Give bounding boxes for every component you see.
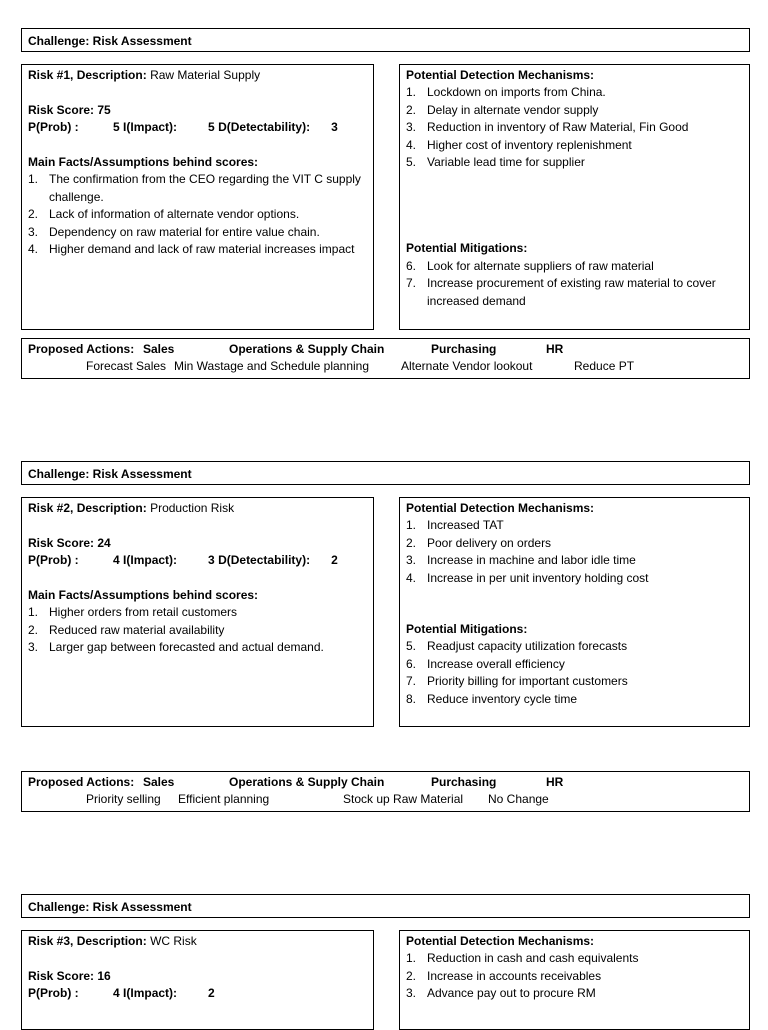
risk-score: Risk Score: 24 bbox=[28, 535, 111, 550]
action-val-sales: Forecast Sales bbox=[86, 359, 167, 374]
detection-title: Potential Detection Mechanisms: bbox=[406, 934, 595, 948]
i-value: 2 bbox=[208, 986, 215, 1001]
action-head-ops: Operations & Supply Chain bbox=[229, 775, 385, 789]
mitigation-title: Potential Mitigations: bbox=[406, 241, 528, 256]
facts-list bbox=[28, 171, 367, 258]
risk-score: Risk Score: 75 bbox=[28, 102, 111, 117]
list-item: 5. Readjust capacity utilization forecasts bbox=[406, 639, 628, 654]
list-item: 2. Poor delivery on orders bbox=[406, 535, 552, 550]
risk-description: WC Risk bbox=[150, 934, 197, 948]
d-value: 2 bbox=[331, 553, 338, 568]
p-label: P(Prob) : bbox=[28, 120, 79, 135]
detection-box-1 bbox=[399, 64, 750, 330]
detection-box-2 bbox=[399, 497, 750, 727]
action-head-purchasing: Purchasing bbox=[431, 775, 497, 789]
actions-label: Proposed Actions: bbox=[28, 342, 135, 356]
action-head-ops: Operations & Supply Chain bbox=[229, 342, 385, 356]
i-label: I(Impact): bbox=[123, 986, 178, 1001]
list-item: 1. The confirmation from the CEO regarding the VIT C supply challenge. bbox=[28, 172, 361, 204]
d-label: D(Detectability): bbox=[218, 553, 311, 568]
challenge-title: Challenge: Risk Assessment bbox=[28, 900, 192, 914]
d-value: 3 bbox=[331, 120, 338, 135]
detection-list bbox=[406, 84, 743, 171]
action-val-ops: Efficient planning bbox=[178, 792, 270, 807]
p-value: 5 bbox=[113, 120, 120, 135]
action-val-hr: Reduce PT bbox=[574, 359, 635, 374]
action-head-sales: Sales bbox=[143, 775, 175, 789]
mitigation-list bbox=[406, 638, 743, 708]
p-value: 4 bbox=[113, 986, 120, 1001]
detection-box-3 bbox=[399, 930, 750, 1030]
risk-description: Production Risk bbox=[150, 501, 235, 515]
list-item: 7. Priority billing for important customers bbox=[406, 674, 628, 689]
risk-label: Risk #2, Description: bbox=[28, 501, 147, 515]
mitigation-title: Potential Mitigations: bbox=[406, 622, 528, 637]
challenge-header-1 bbox=[21, 28, 750, 52]
detection-title: Potential Detection Mechanisms: bbox=[406, 501, 595, 515]
challenge-title: Challenge: Risk Assessment bbox=[28, 467, 192, 481]
i-value: 3 bbox=[208, 553, 215, 568]
list-item: 4. Higher demand and lack of raw material increases impact bbox=[28, 241, 355, 256]
list-item: 2. Lack of information of alternate vendor options. bbox=[28, 207, 300, 222]
list-item: 1. Higher orders from retail customers bbox=[28, 605, 238, 620]
list-item: 3. Increase in machine and labor idle time bbox=[406, 553, 636, 568]
list-item: 4. Higher cost of inventory replenishment bbox=[406, 137, 632, 152]
list-item: 6. Increase overall efficiency bbox=[406, 656, 565, 671]
facts-list bbox=[28, 604, 367, 656]
proposed-actions-1 bbox=[21, 338, 750, 379]
list-item: 3. Larger gap between forecasted and actual demand. bbox=[28, 640, 324, 655]
action-head-purchasing: Purchasing bbox=[431, 342, 497, 356]
p-label: P(Prob) : bbox=[28, 986, 79, 1001]
risk-box-1 bbox=[21, 64, 374, 330]
challenge-header-2 bbox=[21, 461, 750, 485]
i-label: I(Impact): bbox=[123, 120, 178, 135]
d-label: D(Detectability): bbox=[218, 120, 311, 135]
list-item: 2. Increase in accounts receivables bbox=[406, 968, 602, 983]
list-item: 1. Increased TAT bbox=[406, 518, 504, 533]
detection-list bbox=[406, 517, 743, 587]
i-value: 5 bbox=[208, 120, 215, 135]
action-val-hr: No Change bbox=[488, 792, 549, 807]
list-item: 4. Increase in per unit inventory holding cost bbox=[406, 570, 649, 585]
risk-label: Risk #3, Description: bbox=[28, 934, 147, 948]
action-head-hr: HR bbox=[546, 342, 564, 356]
facts-title: Main Facts/Assumptions behind scores: bbox=[28, 587, 259, 602]
list-item: 8. Reduce inventory cycle time bbox=[406, 691, 578, 706]
detection-list bbox=[406, 950, 743, 1002]
action-val-purchasing: Alternate Vendor lookout bbox=[401, 359, 533, 374]
list-item: 2. Delay in alternate vendor supply bbox=[406, 102, 599, 117]
challenge-header-3 bbox=[21, 894, 750, 918]
p-label: P(Prob) : bbox=[28, 553, 79, 568]
risk-description: Raw Material Supply bbox=[150, 68, 261, 82]
list-item: 6. Look for alternate suppliers of raw material bbox=[406, 258, 654, 273]
challenge-title: Challenge: Risk Assessment bbox=[28, 34, 192, 48]
detection-title: Potential Detection Mechanisms: bbox=[406, 68, 595, 82]
action-val-purchasing: Stock up Raw Material bbox=[343, 792, 464, 807]
list-item: 2. Reduced raw material availability bbox=[28, 622, 225, 637]
risk-box-3 bbox=[21, 930, 374, 1030]
action-head-sales: Sales bbox=[143, 342, 175, 356]
i-label: I(Impact): bbox=[123, 553, 178, 568]
actions-label: Proposed Actions: bbox=[28, 775, 135, 789]
p-value: 4 bbox=[113, 553, 120, 568]
list-item: 3. Advance pay out to procure RM bbox=[406, 986, 596, 1001]
list-item: 3. Reduction in inventory of Raw Material, Fin Good bbox=[406, 120, 689, 135]
action-head-hr: HR bbox=[546, 775, 564, 789]
list-item: 1. Reduction in cash and cash equivalents bbox=[406, 951, 639, 966]
risk-score: Risk Score: 16 bbox=[28, 968, 111, 983]
facts-title: Main Facts/Assumptions behind scores: bbox=[28, 154, 259, 169]
list-item: 5. Variable lead time for supplier bbox=[406, 155, 585, 170]
proposed-actions-2 bbox=[21, 771, 750, 812]
risk-box-2 bbox=[21, 497, 374, 727]
list-item: 7. Increase procurement of existing raw material to cover increased demand bbox=[406, 276, 716, 308]
risk-label: Risk #1, Description: bbox=[28, 68, 147, 82]
list-item: 3. Dependency on raw material for entire value chain. bbox=[28, 224, 320, 239]
list-item: 1. Lockdown on imports from China. bbox=[406, 85, 606, 100]
action-val-sales: Priority selling bbox=[86, 792, 161, 807]
action-val-ops: Min Wastage and Schedule planning bbox=[174, 359, 370, 374]
mitigation-list bbox=[406, 258, 743, 310]
